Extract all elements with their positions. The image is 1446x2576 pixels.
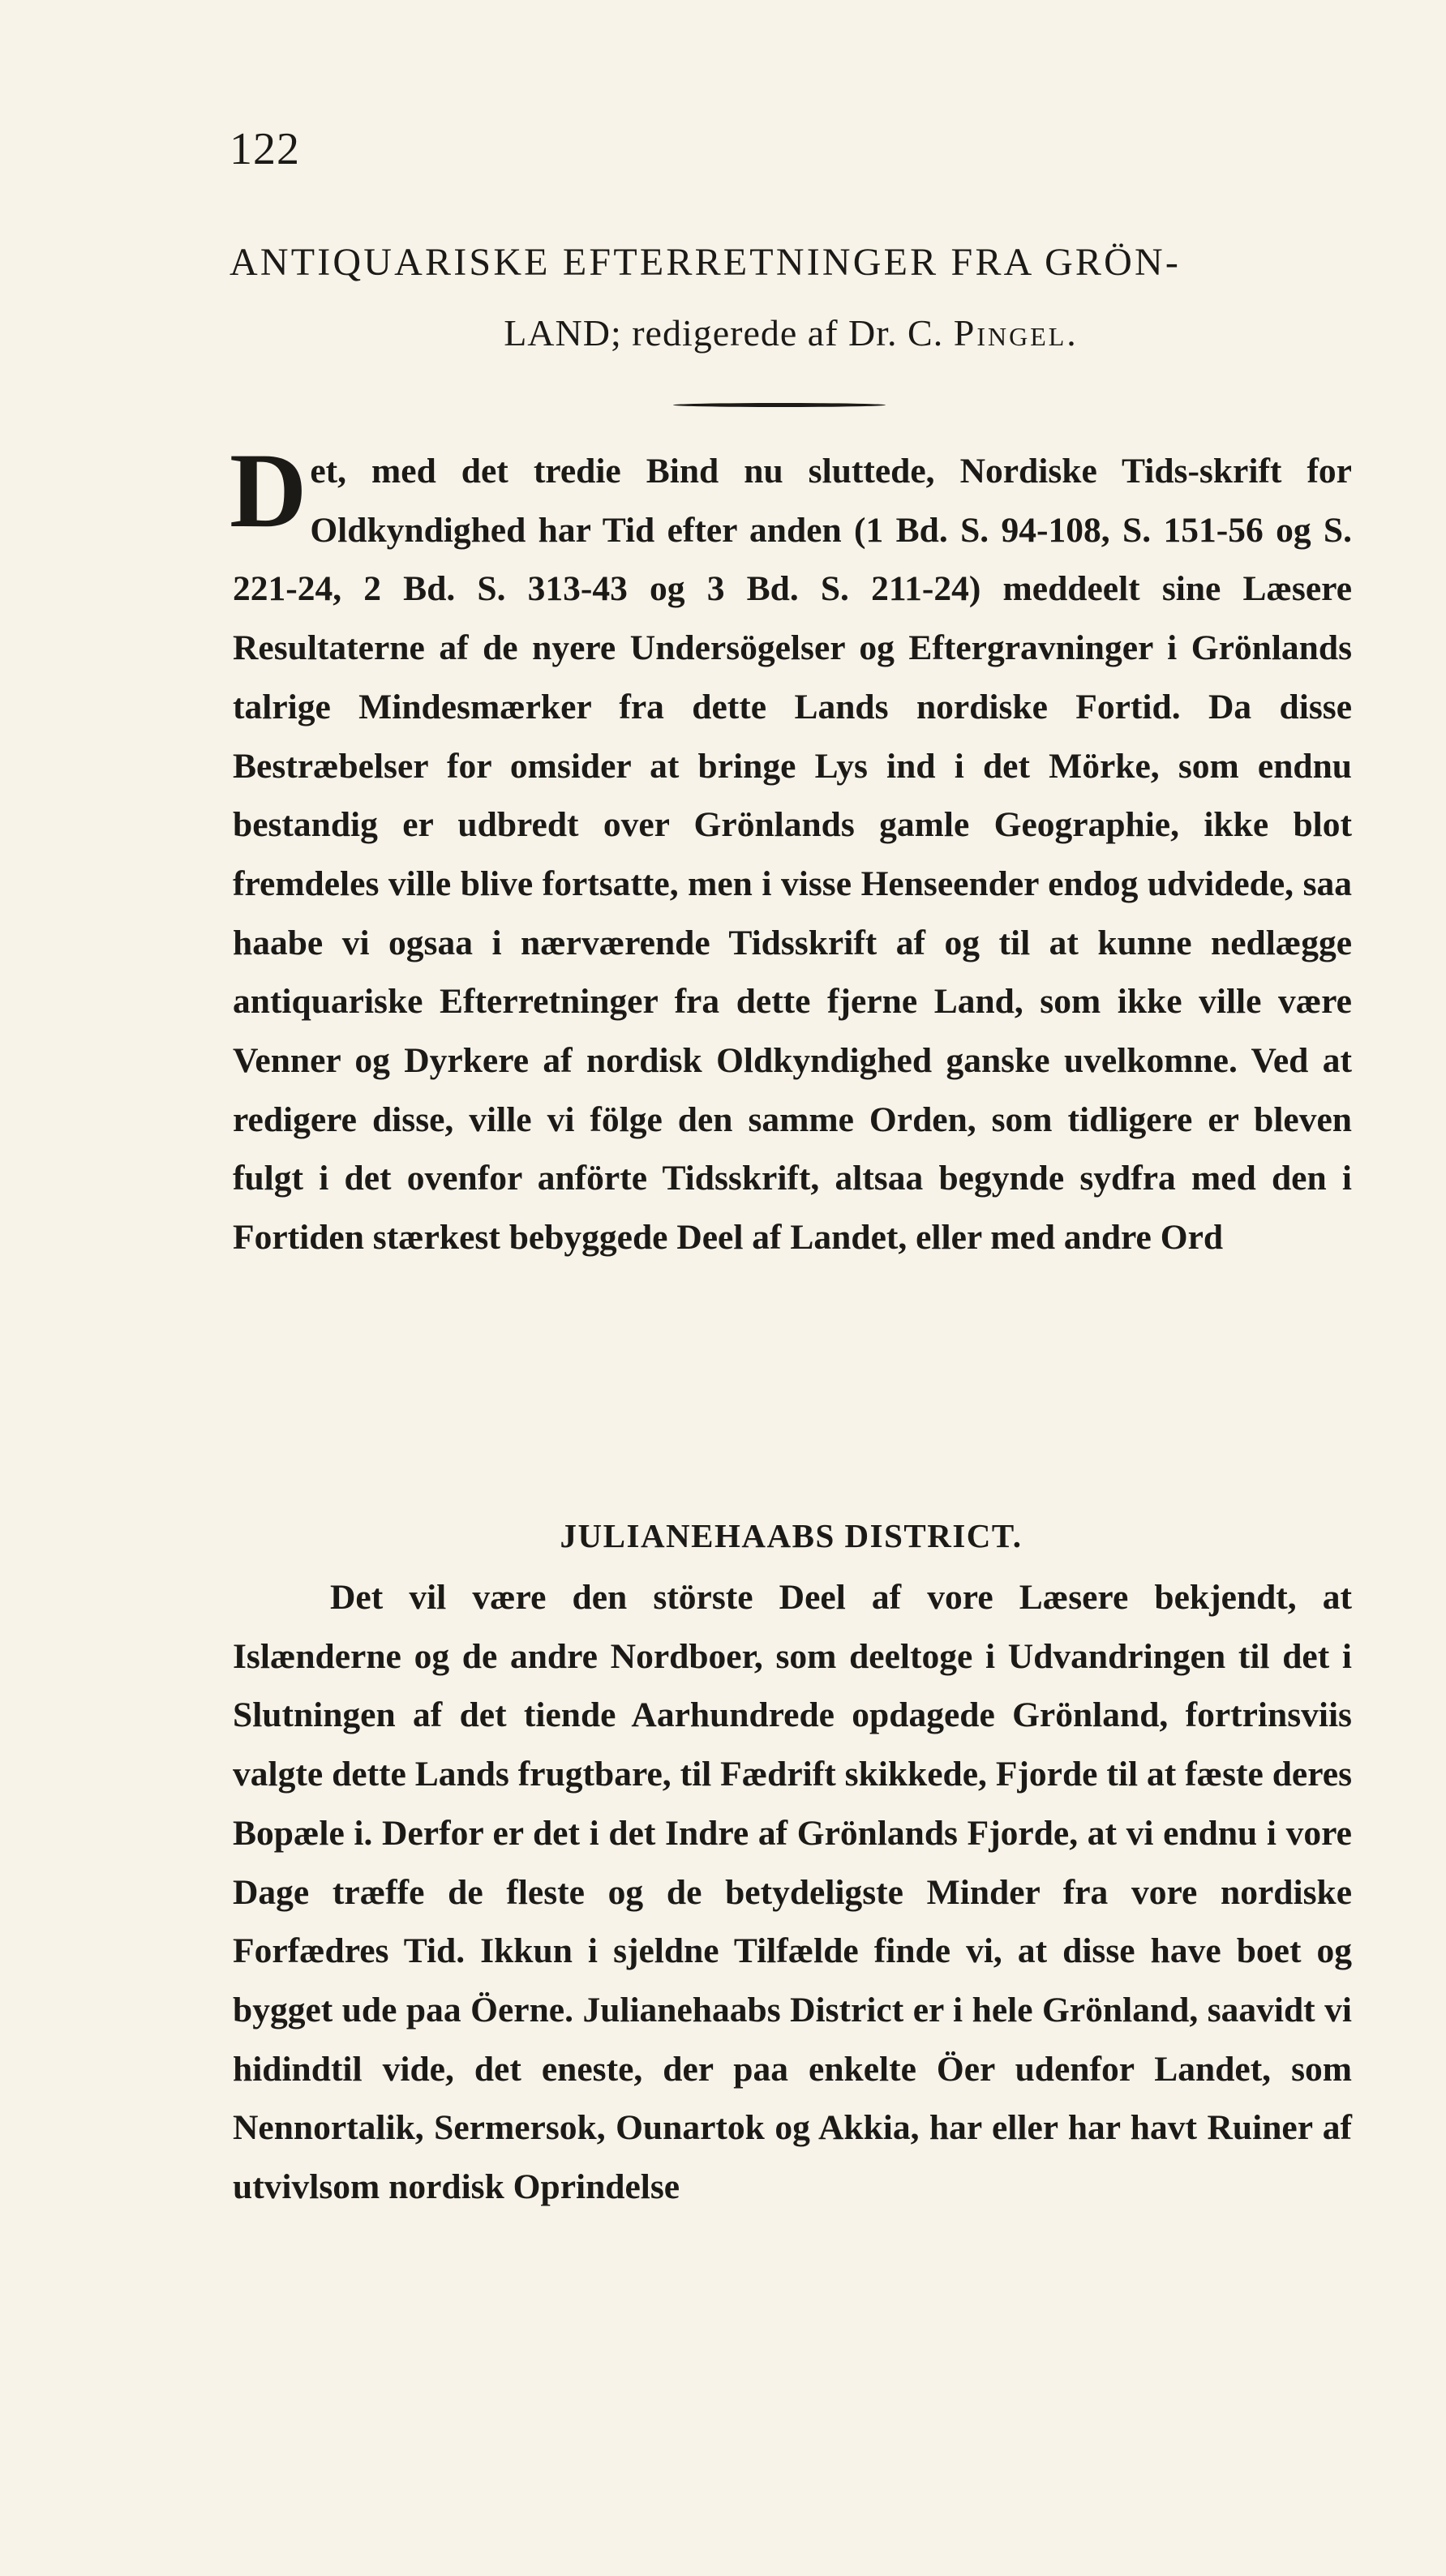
article-title-editor-prefix: LAND; redigerede af Dr. C.	[504, 312, 954, 354]
article-title-editor-name: Pingel.	[953, 312, 1079, 354]
paragraph-intro	[230, 431, 1352, 1267]
section-heading: JULIANEHAABS DISTRICT.	[560, 1517, 1023, 1554]
title-divider-rule	[673, 403, 886, 407]
paragraph-intro-text: et, med det tredie Bind nu sluttede, Nordiske Tids-skrift for Oldkyndighed har Tid efter anden (1 Bd. S. 94-108, S. 151-56 og S. 221-24, 2 Bd. S. 313-43 og 3 Bd. S. 211-24) meddeelt sine Læsere Resultaterne af de nyere Undersögelser og Eftergravninger i Grönlands talrige Mindesmærker fra dette Lands nordiske Fortid. Da disse Bestræbelser for omsider at bringe Lys ind i det Mörke, som endnu bestandig er udbredt over Grönlands gamle Geographie, ikke blot fremdeles ville blive fortsatte, men i visse Henseender endog udvidede, saa haabe vi ogsaa i nærværende Tidsskrift af og til at kunne nedlægge antiquariske Efterretninger fra dette fjerne Land, som ikke ville være Venner og Dyrkere af nordisk Oldkyndighed ganske uvelkomne. Ved at redigere disse, ville vi fölge den samme Orden, som tidligere er bleven fulgt i det ovenfor anförte Tidsskrift, altsaa begynde sydfra med den i Fortiden stærkest bebyggede Deel af Landet, eller med andre Ord	[233, 452, 1352, 1258]
drop-cap: D	[230, 431, 307, 550]
page-number: 122	[230, 124, 300, 174]
article-title-line-1: ANTIQUARISKE EFTERRETNINGER FRA GRÖN-	[230, 241, 1182, 284]
article-title-line-2	[230, 311, 1353, 354]
paragraph-julianehaab: Det vil være den störste Deel af vore Læsere bekjendt, at Islænderne og de andre Nordboer, som deeltoge i Udvandringen til det i Slutningen af det tiende Aarhundrede opdagede Grönland, fortrinsviis valgte dette Lands frugtbare, til Fædrift skikkede, Fjorde til at fæste deres Bopæle i. Derfor er det i det Indre af Grönlands Fjorde, at vi endnu i vore Dage træffe de fleste og de betydeligste Minder fra vore nordiske Forfædres Tid. Ikkun i sjeldne Tilfælde finde vi, at disse have boet og bygget ude paa Öerne. Julianehaabs District er i hele Grönland, saavidt vi hidindtil vide, det eneste, der paa enkelte Öer udenfor Landet, som Nennortalik, Sermersok, Ounartok og Akkia, har eller har havt Ruiner af utvivlsom nordisk Oprindelse	[233, 1578, 1352, 2207]
